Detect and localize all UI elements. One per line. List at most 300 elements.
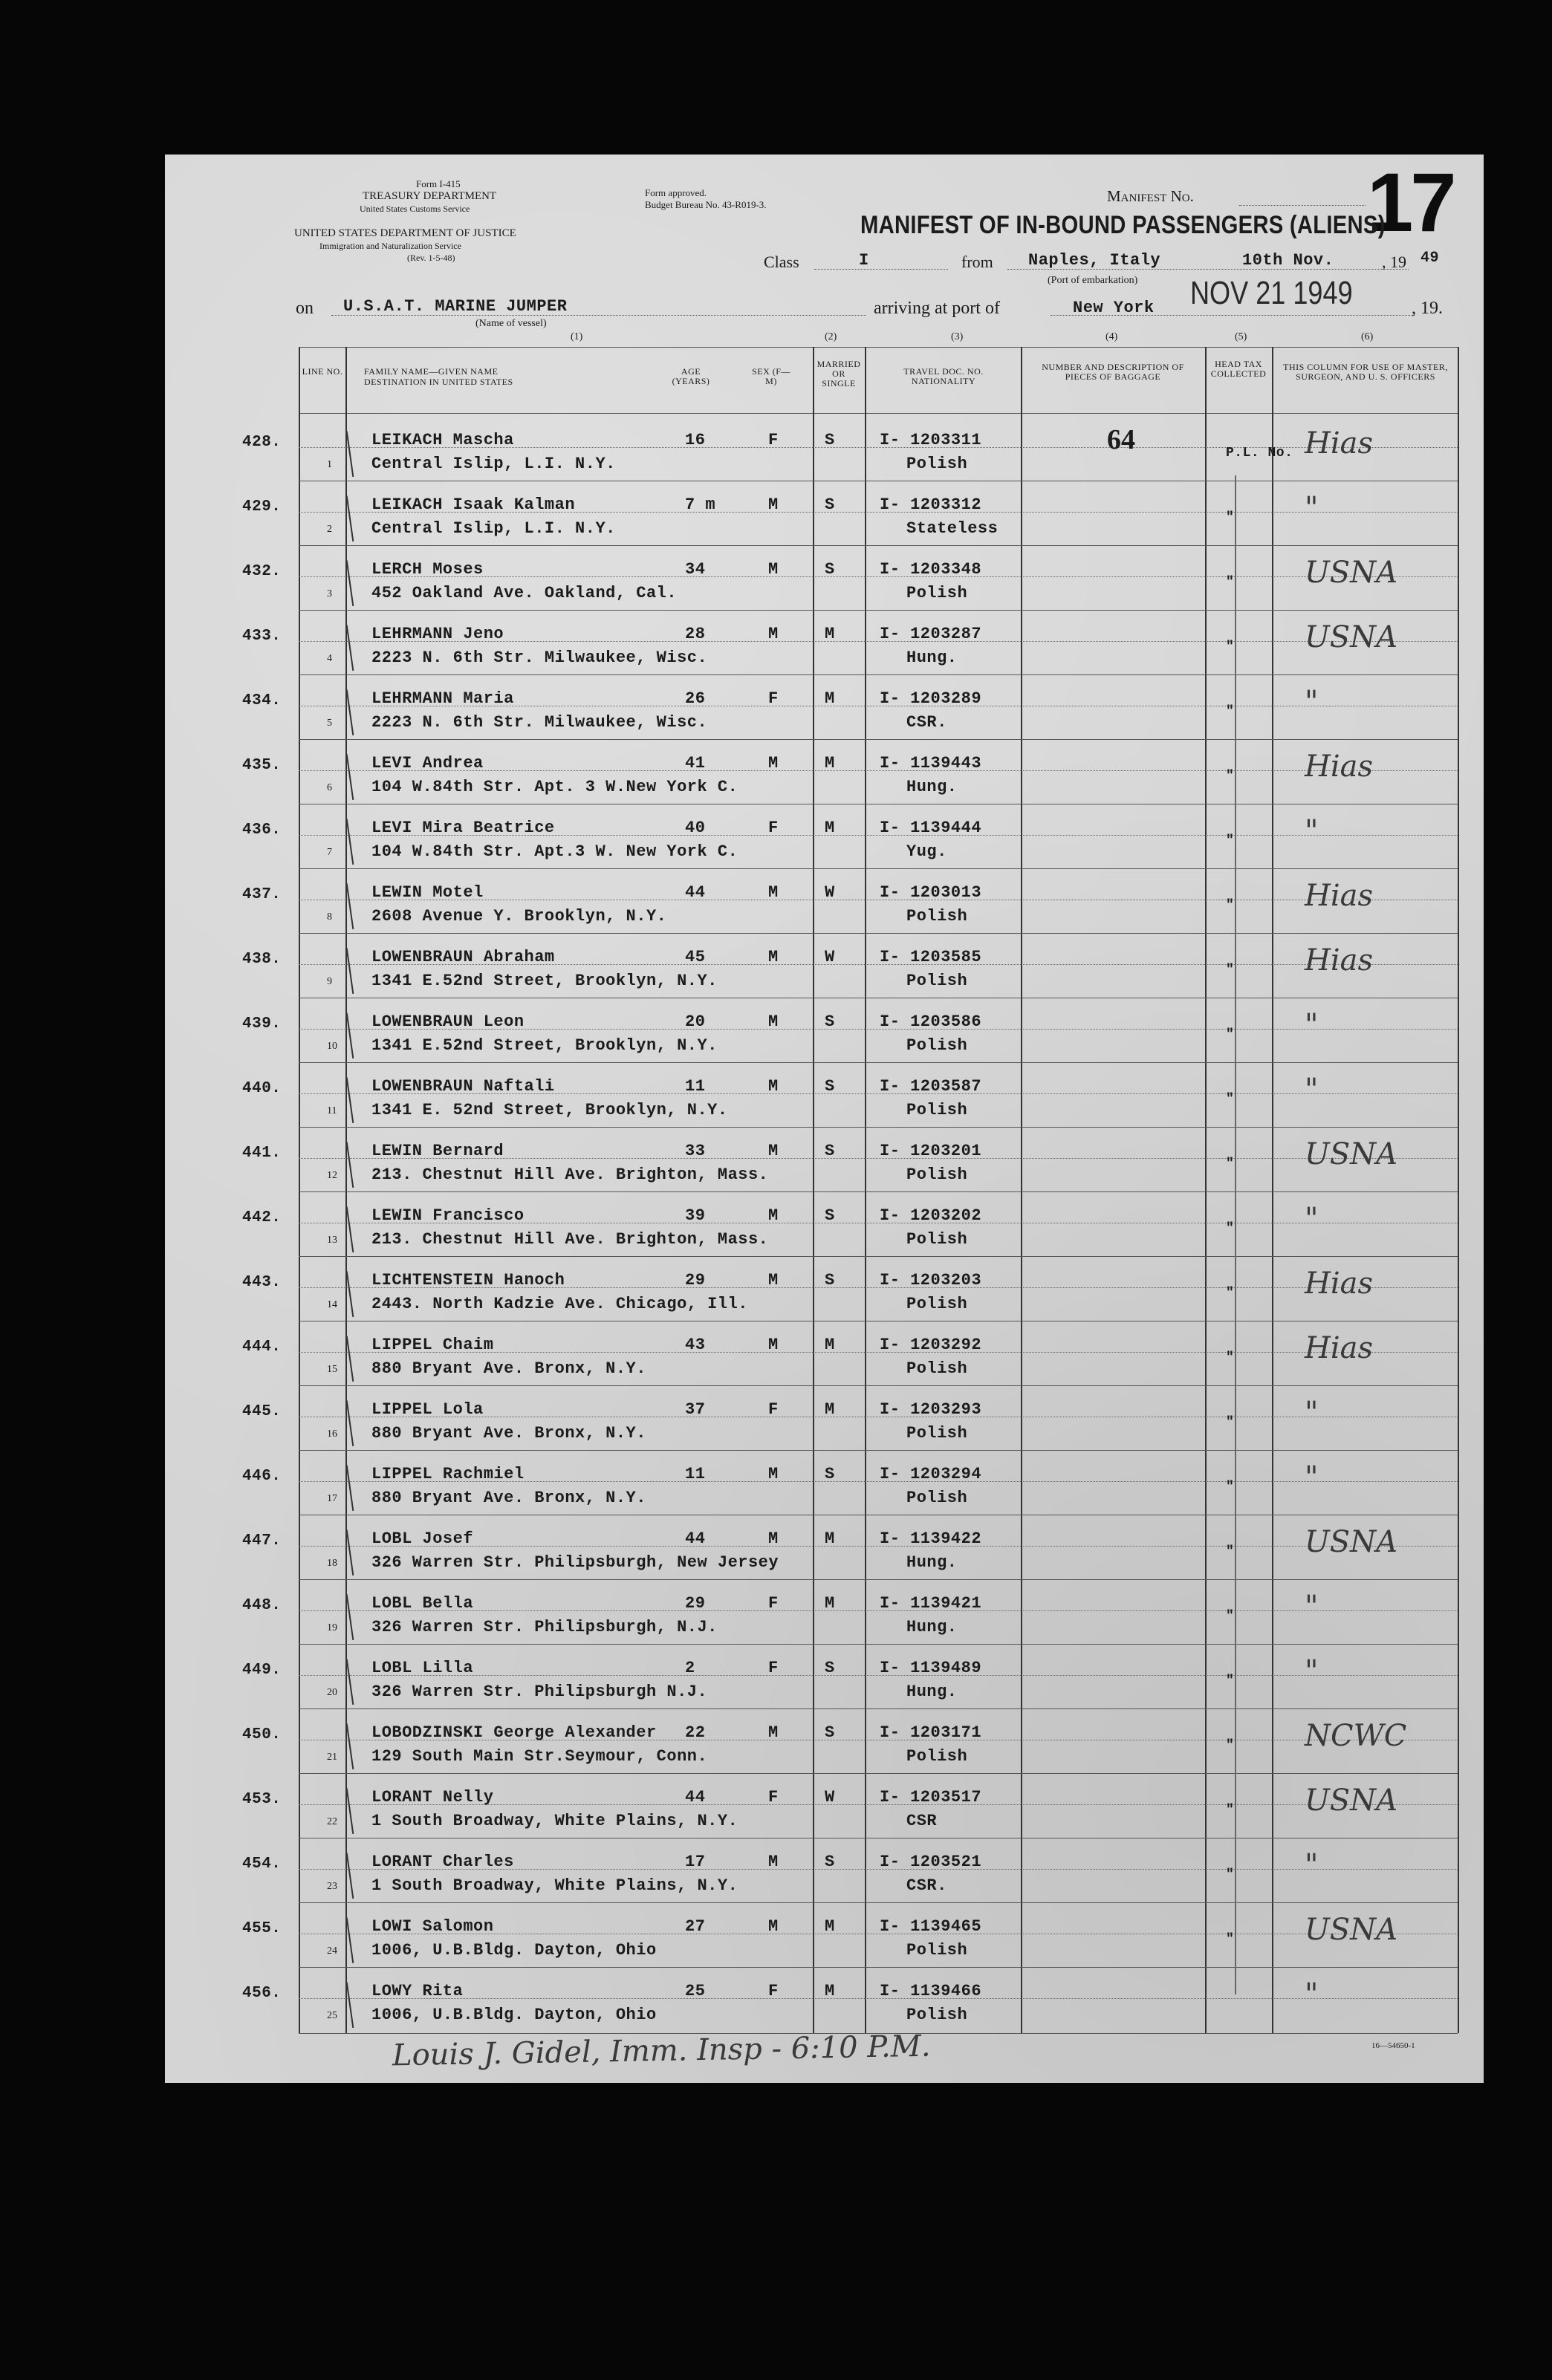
officer-note: " [1305,1008,1319,1042]
port-embark-label: (Port of embarkation) [1048,275,1138,286]
vessel-label: (Name of vessel) [475,318,547,329]
line-number: 6 [327,782,332,793]
row-rule [299,1127,1458,1128]
line-number: 11 [327,1105,337,1116]
manifest-line-number: 439. [242,1015,282,1033]
head-tax-mark: " [1226,1738,1235,1753]
passenger-destination: 326 Warren Str. Philipsburgh N.J. [371,1682,708,1701]
passenger-age: 26 [685,689,706,708]
line-number: 24 [327,1945,337,1957]
nationality: Polish [906,1295,968,1313]
head-tax-mark: " [1226,1350,1235,1365]
passenger-sex: F [768,1594,779,1613]
nationality: CSR. [906,713,947,732]
manifest-line-number: 435. [242,757,282,774]
manifest-number: 17 [1367,156,1454,249]
marital-status: M [825,1336,835,1354]
marital-status: S [825,1077,835,1096]
class-value: I [859,251,869,270]
passenger-name: LEVI Mira Beatrice [371,819,555,837]
travel-doc-number: I- 1203521 [880,1853,982,1871]
line-number: 16 [327,1428,337,1440]
class-label: Class [764,253,799,271]
line-number: 15 [327,1364,337,1375]
header-family-name: FAMILY NAME—GIVEN NAME [364,366,499,377]
manifest-line-number: 442. [242,1209,282,1226]
row-rule [299,674,1458,675]
passenger-name: LOBODZINSKI George Alexander [371,1723,657,1742]
line-number: 1 [327,459,332,470]
manifest-line-number: 441. [242,1145,282,1162]
line-number: 23 [327,1881,337,1892]
budget-bureau: Budget Bureau No. 43-R019-3. [645,199,767,210]
passenger-age: 29 [685,1594,706,1613]
officer-note: USNA [1305,1137,1397,1171]
row-rule [299,1062,1458,1063]
head-tax-mark: " [1226,1674,1235,1688]
officer-note: " [1305,685,1319,719]
head-tax-mark: " [1226,1027,1235,1042]
year-value: 49 [1420,250,1440,267]
passenger-destination: 452 Oakland Ave. Oakland, Cal. [371,584,678,602]
col-divider [1021,347,1022,2033]
passenger-sex: M [768,1917,779,1936]
line-number: 2 [327,524,332,535]
marital-status: M [825,819,835,837]
passenger-sex: M [768,948,779,966]
ins-label: Immigration and Naturalization Service [319,241,461,251]
travel-doc-number: I- 1203171 [880,1723,982,1742]
passenger-name: LIPPEL Chaim [371,1336,494,1354]
passenger-name: LEIKACH Isaak Kalman [371,495,576,514]
travel-doc-number: I- 1203287 [880,625,982,643]
passenger-age: 29 [685,1271,706,1290]
passenger-sex: M [768,883,779,902]
passenger-destination: 880 Bryant Ave. Bronx, N.Y. [371,1359,646,1378]
passenger-sex: F [768,1788,779,1807]
marital-status: M [825,1400,835,1419]
passenger-destination: Central Islip, L.I. N.Y. [371,455,616,473]
officer-note: " [1305,1848,1319,1882]
class-line [814,261,948,270]
passenger-name: LIPPEL Rachmiel [371,1465,525,1483]
head-tax-mark: " [1226,963,1235,978]
nationality: Polish [906,972,968,990]
manifest-line-number: 454. [242,1856,282,1873]
travel-doc-number: I- 1203201 [880,1142,982,1160]
marital-status: S [825,1723,835,1742]
from-label: from [961,253,993,271]
passenger-name: LOWI Salomon [371,1917,494,1936]
arriving-port: New York [1073,299,1155,317]
line-number: 8 [327,911,332,923]
col-divider [299,347,300,2033]
passenger-sex: F [768,1400,779,1419]
travel-doc-number: I- 1139421 [880,1594,982,1613]
travel-doc-number: I- 1203289 [880,689,982,708]
col-index-4: (4) [1105,331,1118,342]
nationality: Polish [906,1165,968,1184]
passenger-name: LEWIN Bernard [371,1142,504,1160]
marital-status: S [825,1012,835,1031]
passenger-destination: 104 W.84th Str. Apt.3 W. New York C. [371,842,738,861]
manifest-line-number: 432. [242,563,282,580]
marital-status: W [825,883,835,902]
nationality: Hung. [906,1682,958,1701]
travel-doc-number: I- 1203294 [880,1465,982,1483]
passenger-name: LEWIN Motel [371,883,484,902]
marital-status: S [825,1659,835,1677]
col-divider [1272,347,1273,2033]
head-tax-mark: " [1226,1932,1235,1947]
nationality: Hung. [906,1618,958,1636]
manifest-line-number: 450. [242,1726,282,1743]
officer-note: USNA [1305,1784,1397,1818]
marital-status: W [825,948,835,966]
arriving-label: arriving at port of [874,299,1000,318]
header-sex: SEX (F—M) [752,366,790,386]
marital-status: M [825,1594,835,1613]
passenger-sex: M [768,1465,779,1483]
passenger-name: LOWENBRAUN Naftali [371,1077,555,1096]
passenger-sex: M [768,1012,779,1031]
marital-status: M [825,625,835,643]
nationality: Polish [906,1036,968,1055]
row-rule [299,1644,1458,1645]
travel-doc-number: I- 1139443 [880,754,982,773]
passenger-sex: M [768,1336,779,1354]
officer-note: " [1305,491,1319,525]
travel-doc-number: I- 1139422 [880,1529,982,1548]
passenger-destination: 1341 E.52nd Street, Brooklyn, N.Y. [371,1036,718,1055]
passenger-sex: M [768,1077,779,1096]
officer-note: Hias [1305,750,1374,784]
passenger-destination: 2223 N. 6th Str. Milwaukee, Wisc. [371,713,708,732]
nationality: CSR [906,1812,938,1830]
line-number: 21 [327,1752,337,1763]
nationality: Hung. [906,1553,958,1572]
manifest-line-number: 456. [242,1985,282,2002]
manifest-line-number: 449. [242,1662,282,1679]
header-destination: DESTINATION IN UNITED STATES [364,377,513,387]
table-header-rule [299,413,1458,414]
passenger-age: 44 [685,883,706,902]
officer-note: " [1305,1977,1319,2012]
passenger-age: 17 [685,1853,706,1871]
passenger-destination: 1 South Broadway, White Plains, N.Y. [371,1812,738,1830]
passenger-age: 28 [685,625,706,643]
marital-status: M [825,1529,835,1548]
passenger-name: LOBL Lilla [371,1659,474,1677]
row-rule [299,1450,1458,1451]
passenger-sex: M [768,1206,779,1225]
head-tax-mark: " [1226,640,1235,654]
nationality: Polish [906,2006,968,2024]
from-port: Naples, Italy [1028,251,1161,270]
officer-note: " [1305,1202,1319,1236]
passenger-age: 20 [685,1012,706,1031]
passenger-destination: 2608 Avenue Y. Brooklyn, N.Y. [371,907,667,926]
manifest-line-number: 434. [242,692,282,709]
head-tax-mark: " [1226,1867,1235,1882]
passenger-age: 25 [685,1982,706,2000]
manifest-line-number: 428. [242,434,282,451]
col-index-5: (5) [1235,331,1247,342]
line-number: 14 [327,1299,337,1310]
passenger-sex: F [768,1982,779,2000]
passenger-destination: 326 Warren Str. Philipsburgh, N.J. [371,1618,718,1636]
passenger-name: LEIKACH Mascha [371,431,514,449]
head-tax-mark: " [1226,575,1235,590]
passenger-name: LEHRMANN Maria [371,689,514,708]
travel-doc-number: I- 1203311 [880,431,982,449]
passenger-name: LOBL Josef [371,1529,474,1548]
travel-doc-number: I- 1203587 [880,1077,982,1096]
passenger-age: 37 [685,1400,706,1419]
marital-status: S [825,1142,835,1160]
manifest-line-number: 429. [242,498,282,516]
travel-doc-number: I- 1203292 [880,1336,982,1354]
passenger-destination: 1 South Broadway, White Plains, N.Y. [371,1876,738,1895]
nationality: CSR. [906,1876,947,1895]
nationality: Polish [906,1101,968,1119]
officer-note: " [1305,1654,1319,1688]
row-rule [299,1902,1458,1903]
passenger-destination: 129 South Main Str.Seymour, Conn. [371,1747,708,1766]
col-index-3: (3) [951,331,964,342]
form-approved: Form approved. [645,187,707,198]
passenger-age: 39 [685,1206,706,1225]
officer-note: " [1305,1073,1319,1107]
col-index-2: (2) [825,331,837,342]
officer-note: Hias [1305,1331,1374,1365]
nationality: Hung. [906,778,958,796]
passenger-destination: 213. Chestnut Hill Ave. Brighton, Mass. [371,1230,769,1249]
officer-note: Hias [1305,1267,1374,1301]
manifest-line-number: 443. [242,1274,282,1291]
head-tax-mark: " [1226,1480,1235,1495]
header-age: AGE (YEARS) [672,366,710,386]
travel-doc-number: I- 1203202 [880,1206,982,1225]
baggage-count: 64 [1107,424,1135,455]
passenger-age: 41 [685,754,706,773]
travel-doc-number: I- 1139489 [880,1659,982,1677]
marital-status: S [825,560,835,579]
head-tax-mark: " [1226,1092,1235,1107]
line-number: 5 [327,718,332,729]
passenger-destination: Central Islip, L.I. N.Y. [371,519,616,538]
passenger-age: 33 [685,1142,706,1160]
row-rule [299,545,1458,546]
head-tax-mark: " [1226,1221,1235,1236]
travel-doc-number: I- 1203312 [880,495,982,514]
passenger-sex: M [768,1723,779,1742]
from-date: 10th Nov. [1242,251,1334,270]
tax-check-line [1235,475,1236,1994]
passenger-age: 40 [685,819,706,837]
passenger-sex: M [768,495,779,514]
head-tax-mark: " [1226,833,1235,848]
head-tax-mark: " [1226,1803,1235,1818]
rev-label: (Rev. 1-5-48) [407,253,455,263]
passenger-destination: 1341 E. 52nd Street, Brooklyn, N.Y. [371,1101,728,1119]
passenger-age: 27 [685,1917,706,1936]
marital-status: S [825,1206,835,1225]
inspector-signature: Louis J. Gidel, Imm. Insp - 6:10 P.M. [392,2029,931,2073]
passenger-sex: F [768,819,779,837]
head-tax-mark: " [1226,1415,1235,1430]
officer-note: Hias [1305,426,1374,461]
doj-label: UNITED STATES DEPARTMENT OF JUSTICE [294,227,516,239]
col-divider [1205,347,1207,2033]
line-number: 4 [327,653,332,664]
nationality: Polish [906,1489,968,1507]
form-number: Form I-415 [416,178,461,189]
passenger-age: 7 m [685,495,716,514]
passenger-name: LEVI Andrea [371,754,484,773]
passenger-name: LORANT Nelly [371,1788,494,1807]
on-label: on [296,299,314,318]
row-rule [299,1967,1458,1968]
passenger-sex: F [768,689,779,708]
travel-doc-number: I- 1203013 [880,883,982,902]
col-divider [813,347,814,2033]
nationality: Polish [906,1941,968,1960]
row-mid-rule [299,1998,1458,1999]
row-rule [299,1708,1458,1709]
col-index-6: (6) [1361,331,1374,342]
passenger-age: 44 [685,1788,706,1807]
passenger-destination: 2443. North Kadzie Ave. Chicago, Ill. [371,1295,748,1313]
manifest-line-number: 438. [242,951,282,968]
passenger-name: LOWY Rita [371,1982,464,2000]
nationality: Polish [906,1424,968,1443]
passenger-name: LOBL Bella [371,1594,474,1613]
head-tax-mark: " [1226,1609,1235,1624]
nationality: Polish [906,1230,968,1249]
manifest-line-number: 440. [242,1080,282,1097]
row-rule [299,933,1458,934]
travel-doc-number: I- 1203517 [880,1788,982,1807]
travel-doc-number: I- 1203348 [880,560,982,579]
row-rule [299,1256,1458,1257]
manifest-line-number: 448. [242,1597,282,1614]
header-married: MARRIED OR SINGLE [816,359,861,388]
marital-status: M [825,1917,835,1936]
marital-status: S [825,1465,835,1483]
col-divider [865,347,866,2033]
row-rule [299,1579,1458,1580]
travel-doc-number: I- 1203293 [880,1400,982,1419]
marital-status: S [825,431,835,449]
officer-note: Hias [1305,943,1374,978]
head-tax-mark: " [1226,1544,1235,1559]
row-rule [299,1191,1458,1192]
row-rule [299,739,1458,740]
head-tax-mark: P.L. No. [1226,446,1293,461]
travel-doc-number: I- 1139466 [880,1982,982,2000]
travel-doc-number: I- 1139444 [880,819,982,837]
passenger-destination: 104 W.84th Str. Apt. 3 W.New York C. [371,778,738,796]
manifest-no-line [1239,195,1366,206]
row-rule [299,1773,1458,1774]
passenger-sex: M [768,1142,779,1160]
nationality: Yug. [906,842,947,861]
line-number: 25 [327,2010,337,2021]
marital-status: W [825,1788,835,1807]
nationality: Hung. [906,648,958,667]
passenger-name: LERCH Moses [371,560,484,579]
line-number: 17 [327,1493,337,1504]
passenger-name: LEHRMANN Jeno [371,625,504,643]
marital-status: S [825,1271,835,1290]
treasury-label: TREASURY DEPARTMENT [363,190,497,202]
marital-status: M [825,754,835,773]
marital-status: S [825,1853,835,1871]
officer-note: NCWC [1305,1719,1407,1753]
passenger-destination: 880 Bryant Ave. Bronx, N.Y. [371,1424,646,1443]
head-tax-mark: " [1226,769,1235,784]
manifest-line-number: 433. [242,628,282,645]
passenger-name: LICHTENSTEIN Hanoch [371,1271,565,1290]
manifest-line-number: 453. [242,1791,282,1808]
passenger-age: 11 [685,1077,706,1096]
nationality: Polish [906,455,968,473]
passenger-age: 44 [685,1529,706,1548]
marital-status: M [825,1982,835,2000]
form-code: 16—54650-1 [1371,2041,1415,2050]
officer-note: " [1305,1460,1319,1495]
manifest-line-number: 455. [242,1920,282,1937]
row-rule [299,868,1458,869]
manifest-line-number: 445. [242,1403,282,1420]
manifest-line-number: 447. [242,1532,282,1550]
customs-label: United States Customs Service [360,204,470,214]
head-tax-mark: " [1226,510,1235,525]
officer-note: Hias [1305,879,1374,913]
officer-note: USNA [1305,1913,1397,1947]
manifest-line-number: 444. [242,1339,282,1356]
passenger-age: 22 [685,1723,706,1742]
line-number: 20 [327,1687,337,1698]
passenger-sex: M [768,625,779,643]
header-head-tax: HEAD TAX COLLECTED [1210,359,1267,379]
nationality: Stateless [906,519,999,538]
officer-note: " [1305,1396,1319,1430]
arrival-stamp: NOV 21 1949 [1190,275,1353,311]
marital-status: S [825,495,835,514]
table-top-rule [299,347,1458,348]
head-tax-mark: " [1226,1286,1235,1301]
passenger-sex: M [768,560,779,579]
nationality: Polish [906,907,968,926]
passenger-destination: 2223 N. 6th Str. Milwaukee, Wisc. [371,648,708,667]
nationality: Polish [906,1747,968,1766]
passenger-destination: 880 Bryant Ave. Bronx, N.Y. [371,1489,646,1507]
passenger-age: 34 [685,560,706,579]
officer-note: " [1305,1590,1319,1624]
row-rule [299,610,1458,611]
manifest-line-number: 446. [242,1468,282,1485]
marital-status: M [825,689,835,708]
passenger-sex: M [768,1271,779,1290]
nationality: Polish [906,584,968,602]
travel-doc-number: I- 1203203 [880,1271,982,1290]
passenger-name: LEWIN Francisco [371,1206,525,1225]
passenger-sex: F [768,1659,779,1677]
manifest-title: MANIFEST OF IN-BOUND PASSENGERS (ALIENS) [860,211,1386,239]
passenger-sex: M [768,1853,779,1871]
